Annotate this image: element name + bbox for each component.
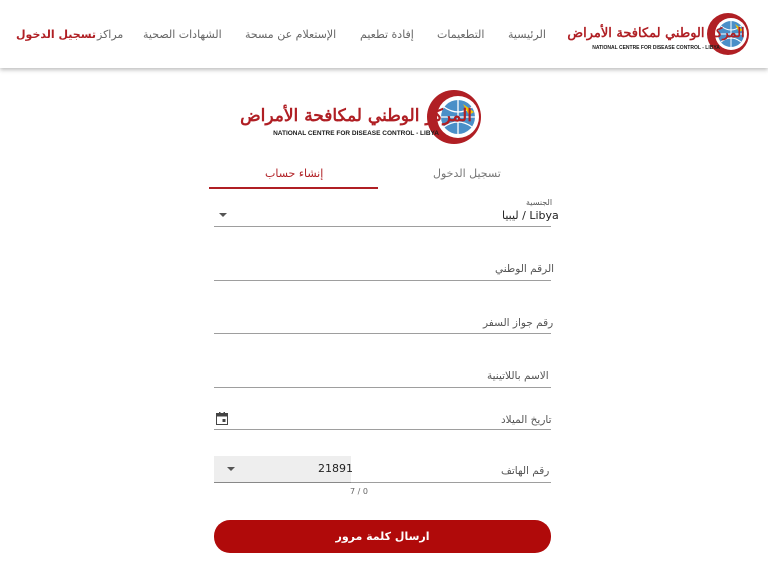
logo-arabic-text: المركز الوطني لمكافحة الأمراض (567, 26, 745, 41)
active-tab-indicator (209, 187, 378, 189)
passport-field[interactable]: رقم جواز السفر (483, 317, 554, 329)
ncdc-logo-center (240, 88, 484, 150)
national-id-underline (214, 280, 551, 281)
latin-name-underline (214, 387, 551, 388)
phone-char-counter: 7 / 0 (350, 487, 368, 496)
nav-health-certificates[interactable]: الشهادات الصحية (143, 28, 222, 41)
nav-login[interactable]: تسجيل الدخول (16, 28, 97, 41)
tab-create-account[interactable]: إنشاء حساب (265, 167, 324, 180)
birth-date-underline (214, 429, 551, 430)
nationality-select[interactable]: ليبيا / Libya (502, 209, 559, 222)
center-logo-english-text: NATIONAL CENTRE FOR DISEASE CONTROL - LIBYA (273, 130, 439, 137)
phone-prefix-select[interactable] (214, 456, 351, 483)
send-password-label: ارسال كلمة مرور (335, 530, 430, 543)
nav-home[interactable]: الرئيسية (508, 28, 546, 41)
phone-prefix-value: 21891 (318, 462, 353, 475)
chevron-down-icon[interactable] (227, 467, 235, 471)
phone-field[interactable]: رقم الهاتف (501, 465, 550, 477)
latin-name-field[interactable]: الاسم باللاتينية (487, 370, 549, 382)
calendar-icon[interactable] (216, 412, 228, 425)
nav-revaccination[interactable]: إفادة تطعيم (360, 28, 414, 41)
nav-centers[interactable]: مراكز (97, 28, 124, 41)
phone-underline (351, 482, 551, 483)
nav-swab-inquiry[interactable]: الإستعلام عن مسحة (245, 28, 337, 41)
chevron-down-icon[interactable] (219, 213, 227, 217)
tab-login[interactable]: تسجيل الدخول (433, 167, 501, 180)
send-password-button[interactable] (214, 520, 551, 553)
logo-english-text: NATIONAL CENTRE FOR DISEASE CONTROL - LIBYA (592, 45, 720, 51)
ncdc-logo[interactable] (567, 10, 752, 58)
nationality-underline (214, 226, 551, 227)
national-id-field[interactable]: الرقم الوطني (495, 263, 555, 275)
center-logo-arabic-text: المركز الوطني لمكافحة الأمراض (240, 106, 472, 126)
birth-date-field[interactable]: تاريخ الميلاد (501, 414, 552, 426)
top-navbar (0, 0, 768, 68)
passport-underline (214, 333, 551, 334)
nav-vaccinations[interactable]: التطعيمات (437, 28, 485, 41)
nationality-label: الجنسية (526, 198, 553, 207)
